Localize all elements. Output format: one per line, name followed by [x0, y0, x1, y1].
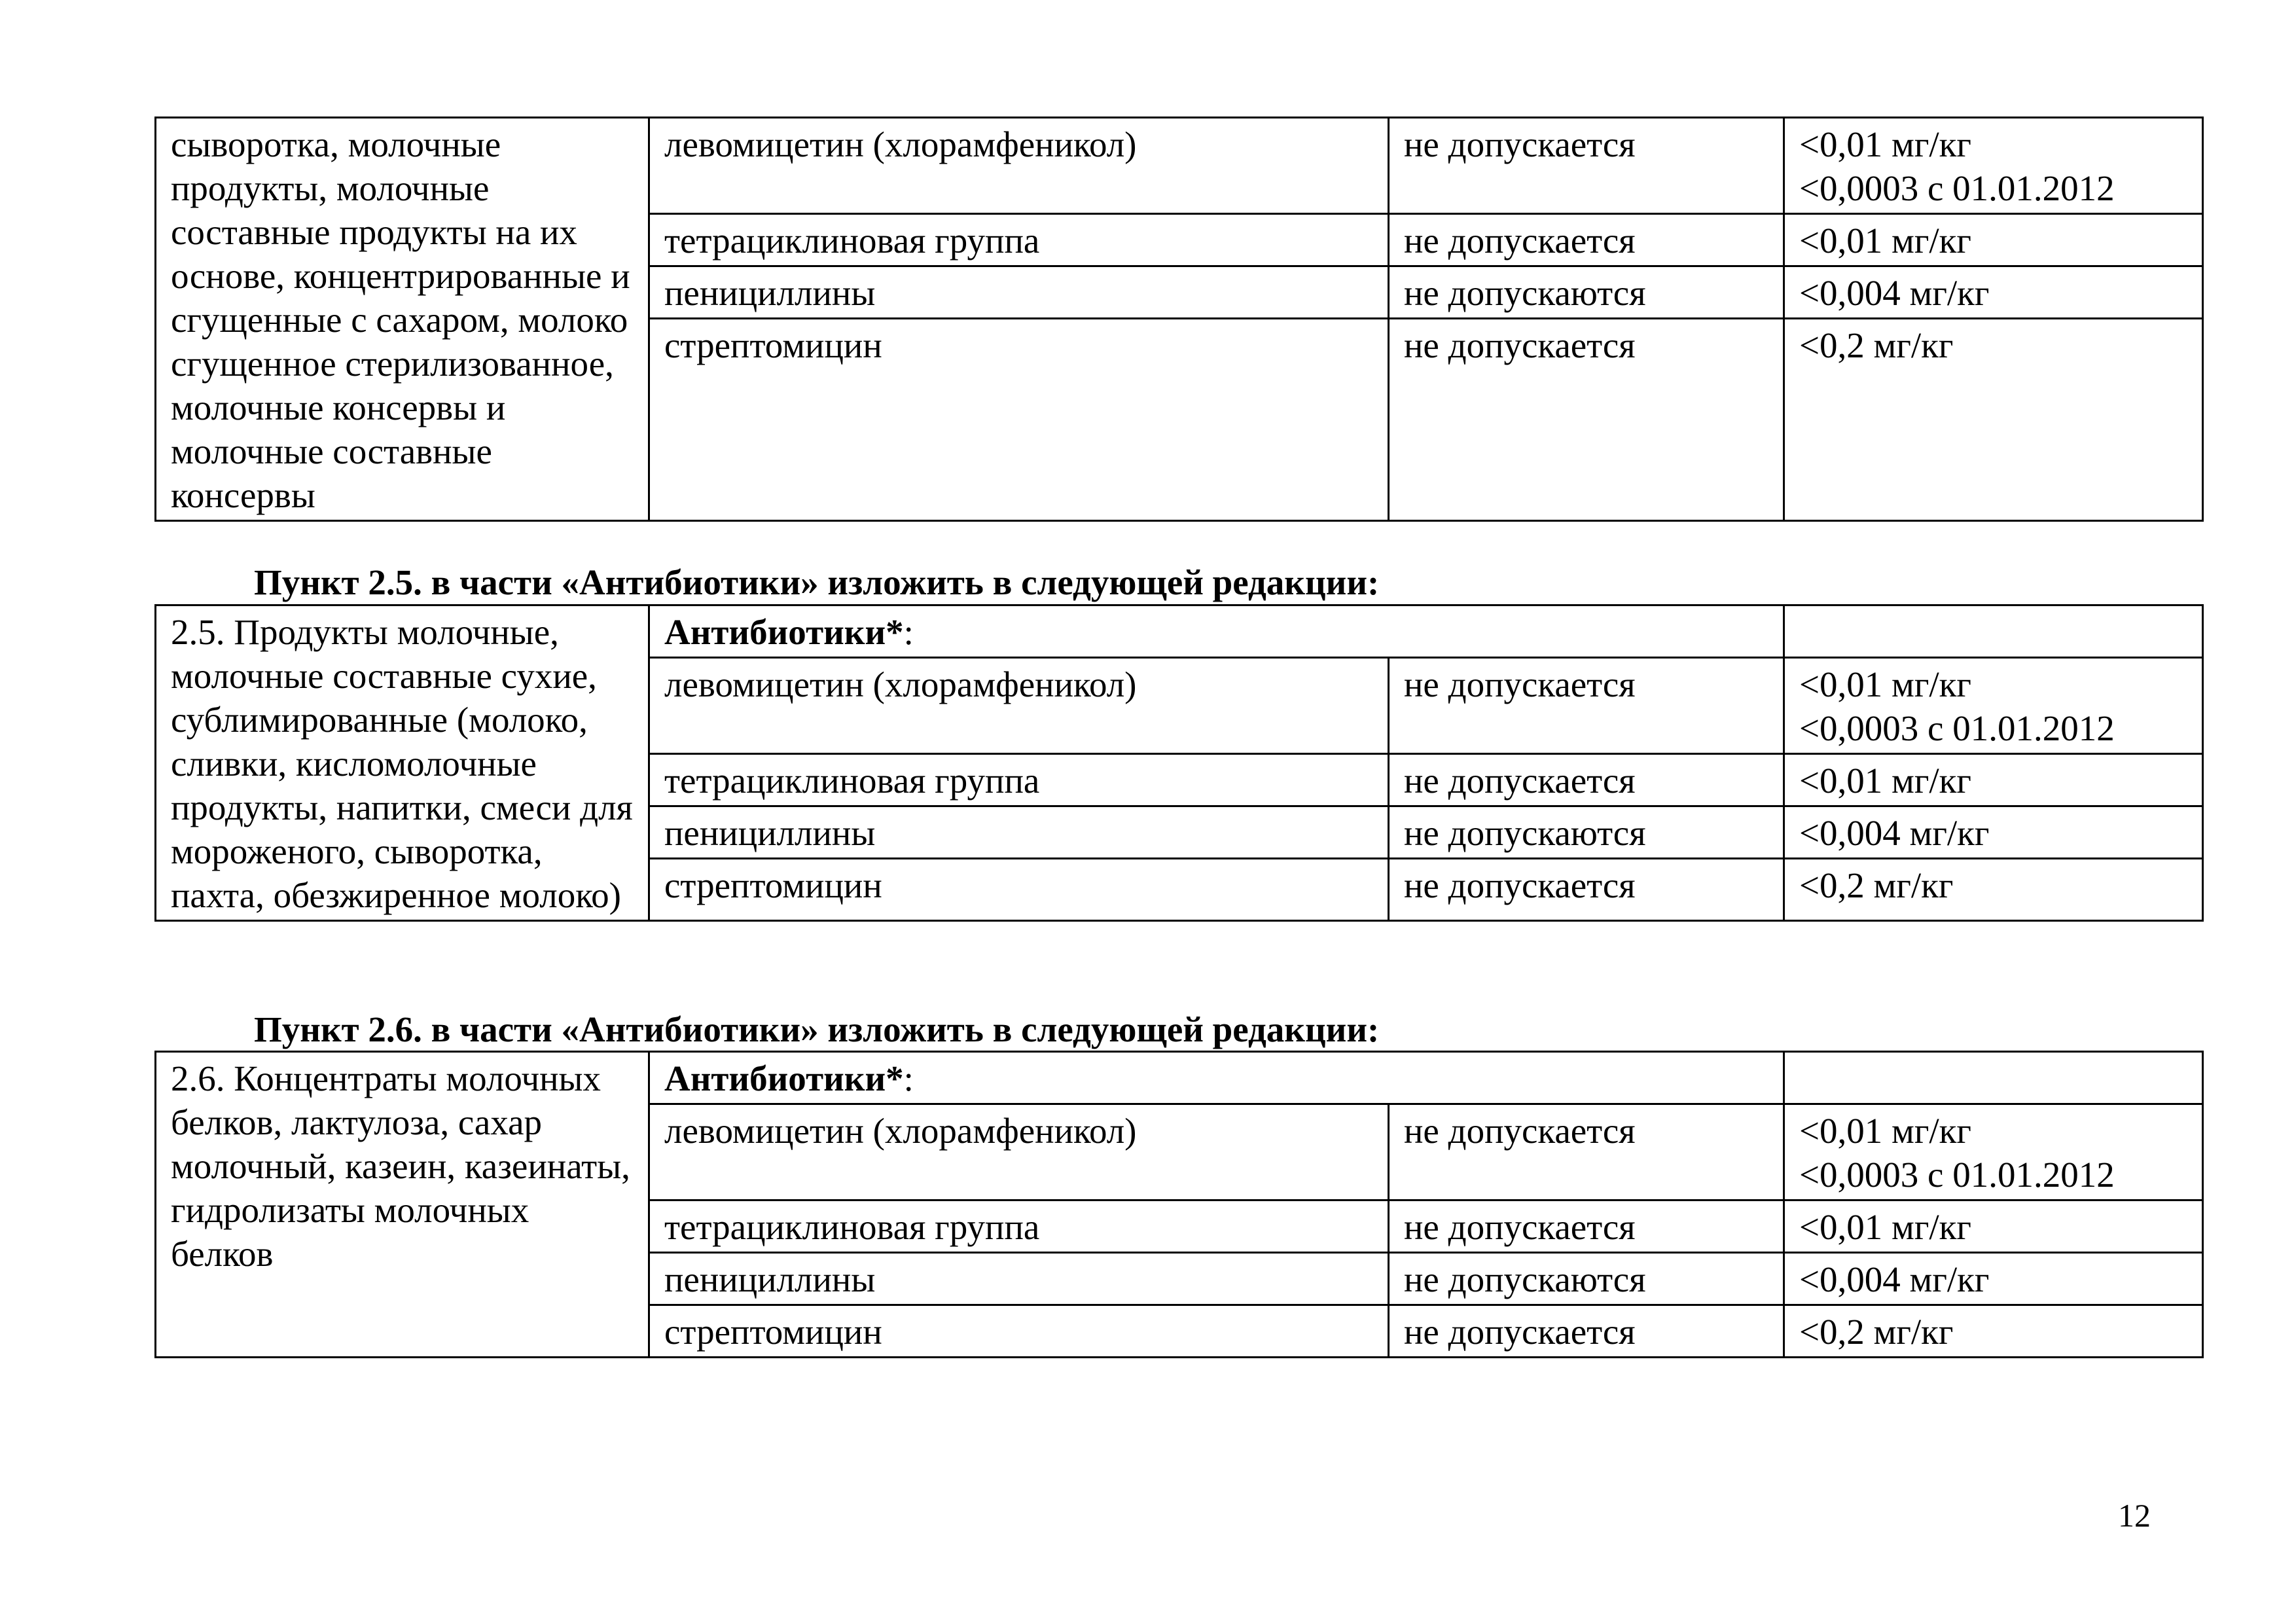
section-heading: Пункт 2.6. в части «Антибиотики» изложить в следующей редакции: — [254, 1009, 1380, 1049]
limit-cell: <0,004 мг/кг — [1784, 1253, 2203, 1305]
limit-cell: <0,01 мг/кг — [1784, 1200, 2203, 1253]
limit-cell: <0,004 мг/кг — [1784, 806, 2203, 859]
norm-cell: не допускается — [1389, 214, 1784, 266]
table-section-2-6 — [154, 1051, 2204, 1358]
group-header-cell — [649, 605, 1784, 658]
table-continued — [154, 117, 2204, 522]
table-row — [156, 118, 2203, 214]
substance-cell: стрептомицин — [649, 319, 1389, 521]
table-row — [156, 1052, 2203, 1104]
norm-cell: не допускается — [1389, 658, 1784, 754]
limit-cell: <0,01 мг/кг <0,0003 с 01.01.2012 — [1784, 1104, 2203, 1200]
norm-cell: не допускается — [1389, 319, 1784, 521]
empty-cell — [1784, 1052, 2203, 1104]
limit-cell: <0,01 мг/кг <0,0003 с 01.01.2012 — [1784, 658, 2203, 754]
limit-cell: <0,2 мг/кг — [1784, 319, 2203, 521]
substance-cell: стрептомицин — [649, 859, 1389, 921]
table-row — [156, 605, 2203, 658]
product-cell: сыворотка, молочные продукты, молочные составные продукты на их основе, концентрированные и сгущенные с сахаром, молоко сгущенное стерилизованное, молочные консервы и молочные составные консервы — [156, 118, 649, 521]
substance-cell: тетрациклиновая группа — [649, 214, 1389, 266]
norm-cell: не допускается — [1389, 1305, 1784, 1358]
norm-cell: не допускаются — [1389, 806, 1784, 859]
substance-cell: тетрациклиновая группа — [649, 1200, 1389, 1253]
empty-cell — [1784, 605, 2203, 658]
section-heading: Пункт 2.5. в части «Антибиотики» изложить в следующей редакции: — [254, 562, 1380, 602]
limit-cell: <0,004 мг/кг — [1784, 266, 2203, 319]
group-header-cell — [649, 1052, 1784, 1104]
norm-cell: не допускается — [1389, 118, 1784, 214]
group-label-suffix: : — [903, 1058, 914, 1098]
norm-cell: не допускается — [1389, 754, 1784, 806]
limit-cell: <0,01 мг/кг — [1784, 754, 2203, 806]
substance-cell: пенициллины — [649, 266, 1389, 319]
substance-cell: левомицетин (хлорамфеникол) — [649, 118, 1389, 214]
substance-cell: левомицетин (хлорамфеникол) — [649, 658, 1389, 754]
substance-cell: пенициллины — [649, 1253, 1389, 1305]
limit-cell: <0,2 мг/кг — [1784, 859, 2203, 921]
substance-cell: тетрациклиновая группа — [649, 754, 1389, 806]
limit-cell: <0,01 мг/кг — [1784, 214, 2203, 266]
product-cell: 2.5. Продукты молочные, молочные составные сухие, сублимированные (молоко, сливки, кисломолочные продукты, напитки, смеси для мороженого, сыворотка, пахта, обезжиренное молоко) — [156, 605, 649, 921]
limit-cell: <0,2 мг/кг — [1784, 1305, 2203, 1358]
substance-cell: пенициллины — [649, 806, 1389, 859]
limit-cell: <0,01 мг/кг <0,0003 с 01.01.2012 — [1784, 118, 2203, 214]
page-number: 12 — [2118, 1497, 2151, 1534]
norm-cell: не допускается — [1389, 1104, 1784, 1200]
substance-cell: левомицетин (хлорамфеникол) — [649, 1104, 1389, 1200]
norm-cell: не допускаются — [1389, 1253, 1784, 1305]
group-label-suffix: : — [903, 612, 914, 652]
norm-cell: не допускается — [1389, 859, 1784, 921]
product-cell: 2.6. Концентраты молочных белков, лактулоза, сахар молочный, казеин, казеинаты, гидролизаты молочных белков — [156, 1052, 649, 1358]
group-label: Антибиотики* — [664, 1058, 904, 1098]
substance-cell: стрептомицин — [649, 1305, 1389, 1358]
table-section-2-5 — [154, 604, 2204, 922]
group-label: Антибиотики* — [664, 612, 904, 652]
norm-cell: не допускается — [1389, 1200, 1784, 1253]
norm-cell: не допускаются — [1389, 266, 1784, 319]
